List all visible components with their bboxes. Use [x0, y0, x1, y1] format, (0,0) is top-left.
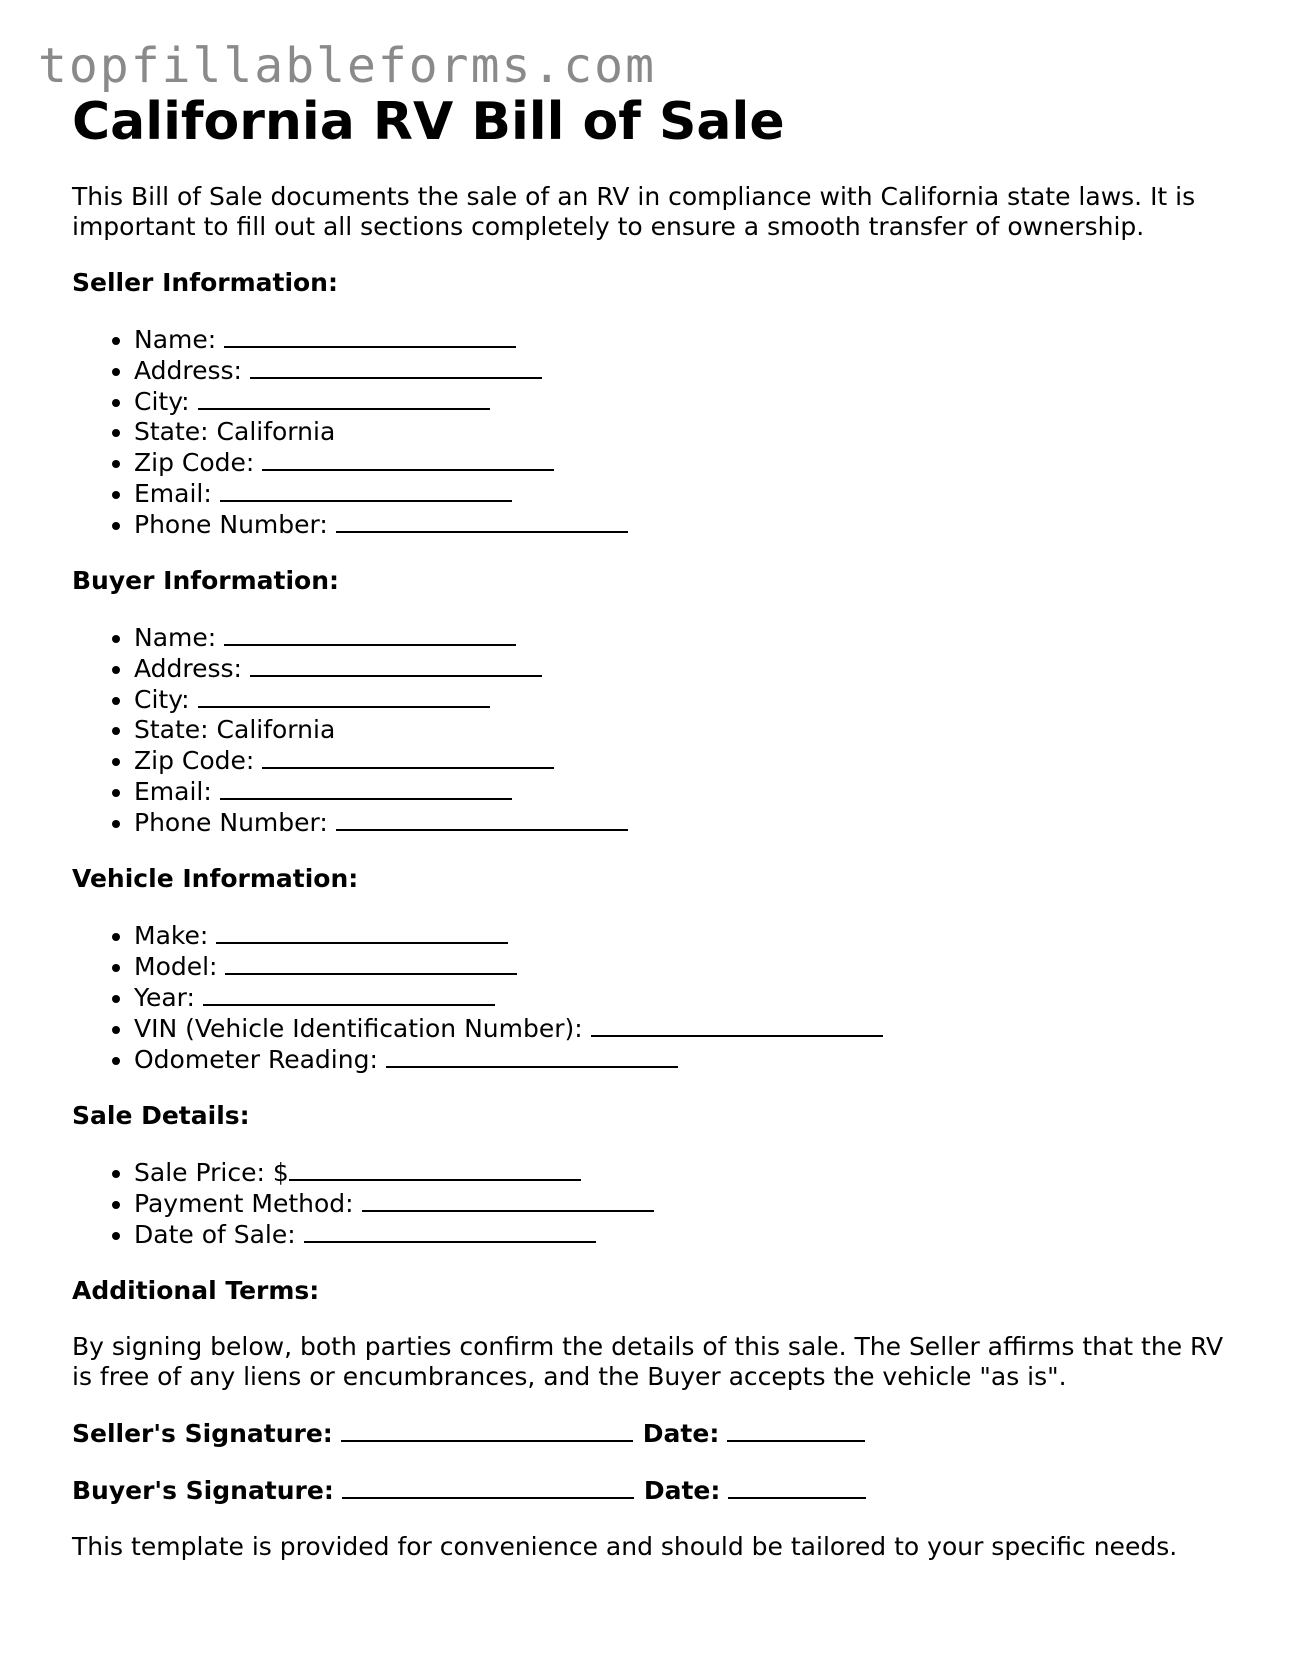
buyer-heading: Buyer Information: [72, 566, 340, 595]
buyer-zip-blank[interactable] [262, 745, 554, 769]
vehicle-fields-list [72, 920, 1232, 1075]
intro-paragraph: This Bill of Sale documents the sale of an RV in compliance with California state laws. It is important to fill out all sections completely to ensure a smooth transfer of ownership. [72, 182, 1196, 241]
seller-date-label: Date: [642, 1419, 720, 1448]
buyer-city-field [134, 684, 1232, 715]
field-label: Email: [134, 479, 212, 508]
field-label: Payment Method: [134, 1189, 354, 1218]
seller-address-field [134, 355, 1232, 386]
seller-state-field [134, 417, 1232, 447]
buyer-state-field [134, 715, 1232, 745]
vehicle-odometer-blank[interactable] [386, 1044, 678, 1068]
field-label: Sale Price: $ [134, 1158, 289, 1187]
seller-signature-label: Seller's Signature: [72, 1419, 333, 1448]
document-page [72, 86, 1232, 1562]
vehicle-model-blank[interactable] [225, 951, 517, 975]
field-label: Zip Code: [134, 746, 255, 775]
vehicle-heading: Vehicle Information: [72, 864, 359, 893]
sale-heading: Sale Details: [72, 1101, 250, 1130]
buyer-phone-blank[interactable] [336, 807, 628, 831]
date-of-sale-field [134, 1219, 1232, 1250]
field-label: Name: [134, 623, 217, 652]
field-label: City: [134, 387, 190, 416]
field-label: Phone Number: [134, 808, 328, 837]
field-label: Year: [134, 983, 195, 1012]
additional-terms-heading: Additional Terms: [72, 1276, 320, 1305]
buyer-city-blank[interactable] [198, 684, 490, 708]
additional-terms-paragraph: By signing below, both parties confirm the details of this sale. The Seller affirms that the RV is free of any liens or encumbrances, and the Buyer accepts the vehicle "as is". [72, 1332, 1224, 1391]
vehicle-make-field [134, 920, 1232, 951]
field-label: VIN (Vehicle Identification Number): [134, 1014, 583, 1043]
buyer-signature-blank[interactable] [342, 1475, 634, 1499]
field-label: Phone Number: [134, 510, 328, 539]
buyer-address-field [134, 653, 1232, 684]
sale-price-blank[interactable] [289, 1157, 581, 1181]
seller-city-field [134, 386, 1232, 417]
closing-note: This template is provided for convenience and should be tailored to your specific needs. [72, 1532, 1178, 1561]
seller-fields-list [72, 324, 1232, 540]
buyer-date-blank[interactable] [728, 1475, 866, 1499]
buyer-name-field [134, 622, 1232, 653]
seller-name-field [134, 324, 1232, 355]
field-label: Name: [134, 325, 217, 354]
seller-phone-field [134, 509, 1232, 540]
seller-email-field [134, 478, 1232, 509]
date-of-sale-blank[interactable] [304, 1219, 596, 1243]
field-label: Zip Code: [134, 448, 255, 477]
seller-email-blank[interactable] [220, 478, 512, 502]
buyer-signature-line [72, 1475, 1232, 1506]
seller-heading: Seller Information: [72, 268, 338, 297]
seller-phone-blank[interactable] [336, 509, 628, 533]
seller-city-blank[interactable] [198, 386, 490, 410]
field-label: State: California [134, 715, 336, 744]
buyer-email-field [134, 776, 1232, 807]
seller-name-blank[interactable] [224, 324, 516, 348]
buyer-signature-label: Buyer's Signature: [72, 1476, 334, 1505]
field-label: Address: [134, 654, 242, 683]
buyer-phone-field [134, 807, 1232, 838]
field-label: Address: [134, 356, 242, 385]
sale-fields-list [72, 1157, 1232, 1250]
buyer-name-blank[interactable] [224, 622, 516, 646]
payment-method-field [134, 1188, 1232, 1219]
buyer-address-blank[interactable] [250, 653, 542, 677]
vehicle-year-blank[interactable] [203, 982, 495, 1006]
buyer-date-label: Date: [643, 1476, 721, 1505]
vehicle-vin-blank[interactable] [591, 1013, 883, 1037]
sale-price-field [134, 1157, 1232, 1188]
vehicle-make-blank[interactable] [216, 920, 508, 944]
buyer-email-blank[interactable] [220, 776, 512, 800]
vehicle-year-field [134, 982, 1232, 1013]
document-title: California RV Bill of Sale [72, 92, 785, 152]
seller-zip-field [134, 447, 1232, 478]
buyer-zip-field [134, 745, 1232, 776]
payment-method-blank[interactable] [362, 1188, 654, 1212]
seller-zip-blank[interactable] [262, 447, 554, 471]
field-label: Odometer Reading: [134, 1045, 378, 1074]
field-label: Make: [134, 921, 209, 950]
vehicle-vin-field [134, 1013, 1232, 1044]
buyer-fields-list [72, 622, 1232, 838]
seller-signature-line [72, 1418, 1232, 1449]
seller-address-blank[interactable] [250, 355, 542, 379]
field-label: State: California [134, 417, 336, 446]
field-label: Model: [134, 952, 218, 981]
seller-date-blank[interactable] [727, 1418, 865, 1442]
watermark: topfillableforms.com [38, 38, 656, 94]
field-label: Date of Sale: [134, 1220, 296, 1249]
vehicle-odometer-field [134, 1044, 1232, 1075]
seller-signature-blank[interactable] [341, 1418, 633, 1442]
field-label: Email: [134, 777, 212, 806]
field-label: City: [134, 685, 190, 714]
vehicle-model-field [134, 951, 1232, 982]
